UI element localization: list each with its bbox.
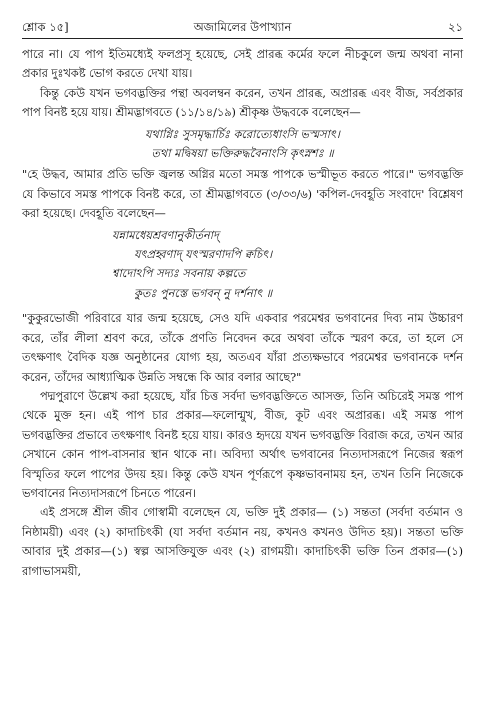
verse-reference: শ্লোক ১৫] — [22, 20, 69, 34]
verse-line: যথাগ্নিঃ সুসমৃদ্ধার্চিঃ করোত্যেধাংসি ভস্মসাৎ। — [145, 127, 340, 141]
paragraph: কিন্তু কেউ যখন ভগবদ্ভক্তির পন্থা অবলম্বন করেন, তখন প্রারব্ধ, অপ্রারব্ধ এবং বীজ, সর্বপ্রকার পাপ বিনষ্ট হয়ে যায়। শ্রীমদ্ভাগবতে (১১/১৪/১৯) শ্রীকৃষ্ণ উদ্ধবকে বলেছেন— — [22, 86, 463, 120]
verse-line: যৎপ্রহ্বণাদ্ যৎস্মরণাদপি ক্বচিৎ। — [134, 248, 273, 262]
page-header — [22, 16, 463, 39]
verse-line: যন্নামধেয়শ্রবণানুকীর্তনাদ্ — [112, 228, 219, 242]
sanskrit-verse — [22, 125, 463, 164]
paragraph: "কুকুরভোজী পরিবারে যার জন্ম হয়েছে, সেও যদি একবার পরমেশ্বর ভগবানের দিব্য নাম উচ্চারণ করে, তাঁর লীলা শ্রবণ করে, তাঁকে প্রণতি নিবেদন করে অথবা তাঁকে স্মরণ করে, তা হলে সে তৎক্ষণাৎ বৈদিক যজ্ঞ অনুষ্ঠানের যোগ্য হয়, অতএব যাঁরা প্রত্যক্ষভাবে পরমেশ্বর ভগবানকে দর্শন করেন, তাঁদের আধ্যাত্মিক উন্নতি সম্বন্ধে কি আর বলার আছে?" — [22, 312, 463, 384]
paragraph: পারে না। যে পাপ ইতিমধ্যেই ফলপ্রসূ হয়েছে, সেই প্রারব্ধ কর্মের ফলে নীচকুলে জন্ম অথবা নানা প্রকার দুঃখকষ্ট ভোগ করতে দেখা যায়। — [22, 48, 463, 81]
verse-line: কুতঃ পুনস্তে ভগবন্ নু দর্শনাৎ ॥ — [134, 286, 273, 300]
chapter-title: অজামিলের উপাখ্যান — [193, 20, 292, 34]
verse-line: শ্বাদোঽপি সদ্যঃ সবনায় কল্পতে — [112, 267, 246, 281]
paragraph: এই প্রসঙ্গে শ্রীল জীব গোস্বামী বলেছেন যে, ভক্তি দুই প্রকার— (১) সন্ততা (সর্বদা বর্তমান ও নিষ্ঠাময়ী) এবং (২) কাদাচিৎকী (যা সর্বদা বর্তমান নয়, কখনও কখনও উদিত হয়)। সন্ততা ভক্তি আবার দুই প্রকার—(১) স্বল্প আসক্তিযুক্ত এবং (২) রাগময়ী। কাদাচিৎকী ভক্তি তিন প্রকার—(১) রাগাভাসময়ী, — [22, 506, 463, 578]
paragraph: পদ্মপুরাণে উল্লেখ করা হয়েছে, যাঁর চিত্ত সর্বদা ভগবদ্ভক্তিতে আসক্ত, তিনি অচিরেই সমস্ত পাপ থেকে মুক্ত হন। এই পাপ চার প্রকার—ফলোন্মুখ, বীজ, কূট এবং অপ্রারব্ধ। এই সমস্ত পাপ ভগবদ্ভক্তির প্রভাবে তৎক্ষণাৎ বিনষ্ট হয়ে যায়। কারও হৃদয়ে যখন ভগবদ্ভক্তি বিরাজ করে, তখন আর সেখানে কোন পাপ-বাসনার স্থান থাকে না। অবিদ্যা অর্থাৎ ভগবানের নিত্যদাসরূপে নিজের স্বরূপ বিস্মৃতির ফলে পাপের উদয় হয়। কিন্তু কেউ যখন পূর্ণরূপে কৃষ্ণভাবনাময় হন, তখন তিনি নিজেকে ভগবানের নিত্যদাসরূপে চিনতে পারেন। — [22, 389, 463, 500]
sanskrit-verse — [22, 226, 463, 304]
verse-line: তথা মদ্বিষয়া ভক্তিরুদ্ধবৈনাংসি কৃৎস্নশঃ ॥ — [151, 147, 334, 161]
page-number: ২১ — [448, 20, 463, 34]
paragraph: "হে উদ্ধব, আমার প্রতি ভক্তি জ্বলন্ত অগ্নির মতো সমস্ত পাপকে ভস্মীভূত করতে পারে।" ভগবদ্ভক্তি যে কিভাবে সমস্ত পাপকে বিনষ্ট করে, তা শ্রীমদ্ভাগবতে (৩/৩৩/৬) 'কপিল-দেবহূতি সংবাদে' বিশ্লেষণ করা হয়েছে। দেবহূতি বলেছেন— — [22, 168, 463, 221]
